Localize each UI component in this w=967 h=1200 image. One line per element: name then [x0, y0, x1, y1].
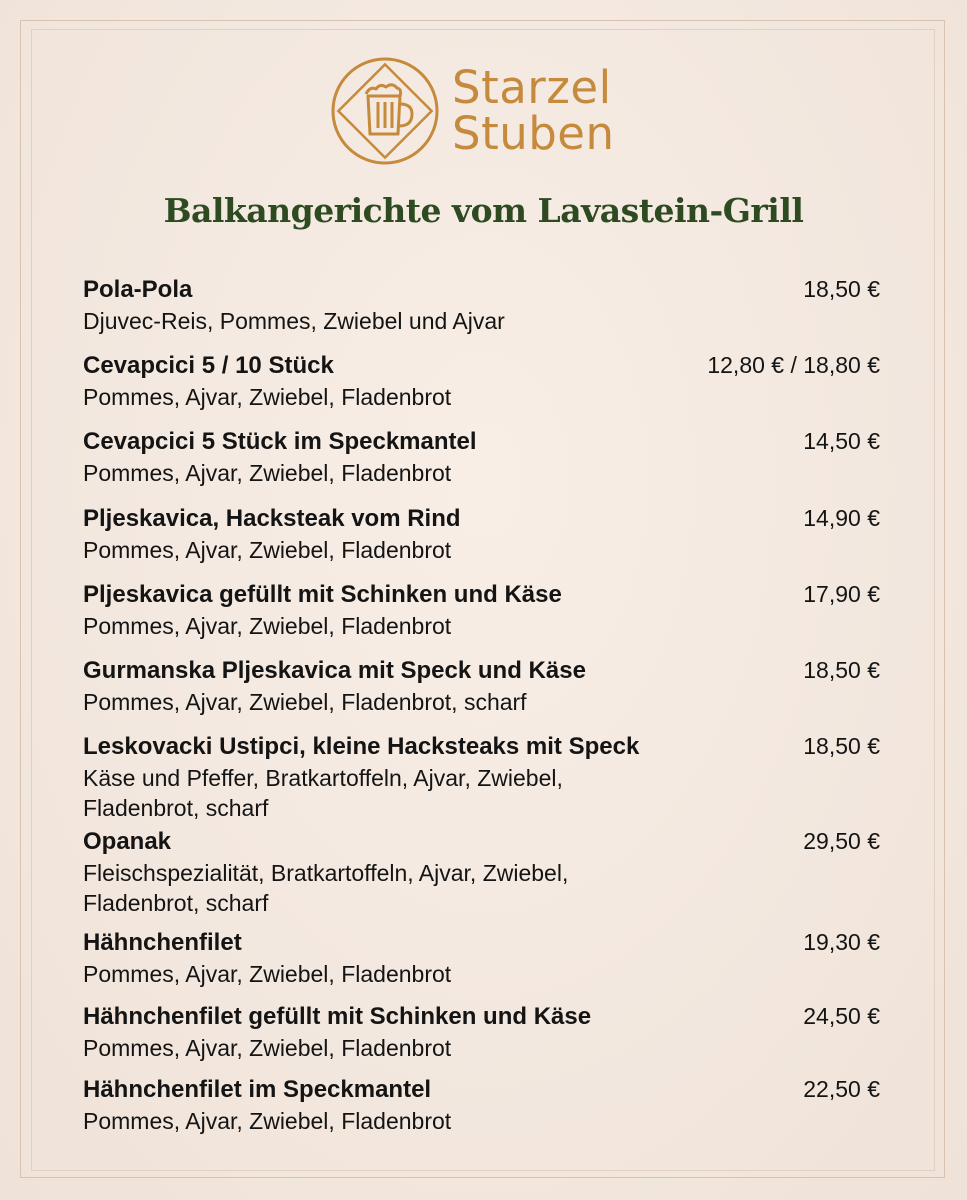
item-price: 24,50 € [803, 1003, 880, 1029]
item-name: Hähnchenfilet [83, 929, 242, 956]
item-price: 29,50 € [803, 828, 880, 854]
section-title: Balkangerichte vom Lavastein-Grill [163, 191, 804, 230]
item-name: Gurmanska Pljeskavica mit Speck und Käse [83, 657, 586, 684]
menu-item [83, 1000, 880, 1063]
item-description: Pommes, Ajvar, Zwiebel, Fladenbrot [83, 460, 452, 486]
item-name: Cevapcici 5 Stück im Speckmantel [83, 428, 477, 455]
item-description: Pommes, Ajvar, Zwiebel, Fladenbrot [83, 961, 452, 987]
item-name: Cevapcici 5 / 10 Stück [83, 352, 334, 379]
item-price: 18,50 € [803, 733, 880, 759]
menu-item [83, 425, 880, 488]
item-name: Pljeskavica gefüllt mit Schinken und Käse [83, 581, 562, 608]
menu-item [83, 578, 880, 641]
item-price: 14,50 € [803, 428, 880, 454]
item-price: 19,30 € [803, 929, 880, 955]
item-price: 18,50 € [803, 657, 880, 683]
brand-line-2: Stuben [452, 107, 615, 160]
brand-wordmark [452, 61, 615, 160]
item-name: Hähnchenfilet gefüllt mit Schinken und Käse [83, 1003, 592, 1030]
item-description: Pommes, Ajvar, Zwiebel, Fladenbrot [83, 1035, 452, 1061]
item-description: Käse und Pfeffer, Bratkartoffeln, Ajvar, Zwiebel, Fladenbrot, scharf [83, 765, 563, 821]
logo [330, 56, 615, 166]
item-price: 18,50 € [803, 276, 880, 302]
menu-item [83, 349, 880, 412]
item-description: Pommes, Ajvar, Zwiebel, Fladenbrot, scharf [83, 689, 527, 715]
item-name: Opanak [83, 828, 172, 855]
item-description: Pommes, Ajvar, Zwiebel, Fladenbrot [83, 384, 452, 410]
item-name: Pljeskavica, Hacksteak vom Rind [83, 505, 461, 532]
brand-line-1: Starzel [452, 61, 612, 114]
menu-item [83, 654, 880, 717]
item-name: Leskovacki Ustipci, kleine Hacksteaks mit Speck [83, 733, 640, 760]
menu-item [83, 1073, 880, 1136]
beer-mug-icon [330, 56, 440, 166]
menu-item [83, 730, 880, 823]
menu-item [83, 273, 880, 336]
item-price: 22,50 € [803, 1076, 880, 1102]
item-description: Fleischspezialität, Bratkartoffeln, Ajvar, Zwiebel, Fladenbrot, scharf [83, 860, 569, 916]
item-description: Djuvec-Reis, Pommes, Zwiebel und Ajvar [83, 308, 505, 334]
item-name: Pola-Pola [83, 276, 193, 303]
item-name: Hähnchenfilet im Speckmantel [83, 1076, 432, 1103]
item-price: 12,80 € / 18,80 € [707, 352, 880, 378]
item-description: Pommes, Ajvar, Zwiebel, Fladenbrot [83, 537, 452, 563]
menu-item [83, 825, 880, 918]
item-description: Pommes, Ajvar, Zwiebel, Fladenbrot [83, 1108, 452, 1134]
menu-item [83, 502, 880, 565]
item-description: Pommes, Ajvar, Zwiebel, Fladenbrot [83, 613, 452, 639]
menu-item [83, 926, 880, 989]
item-price: 17,90 € [803, 581, 880, 607]
item-price: 14,90 € [803, 505, 880, 531]
